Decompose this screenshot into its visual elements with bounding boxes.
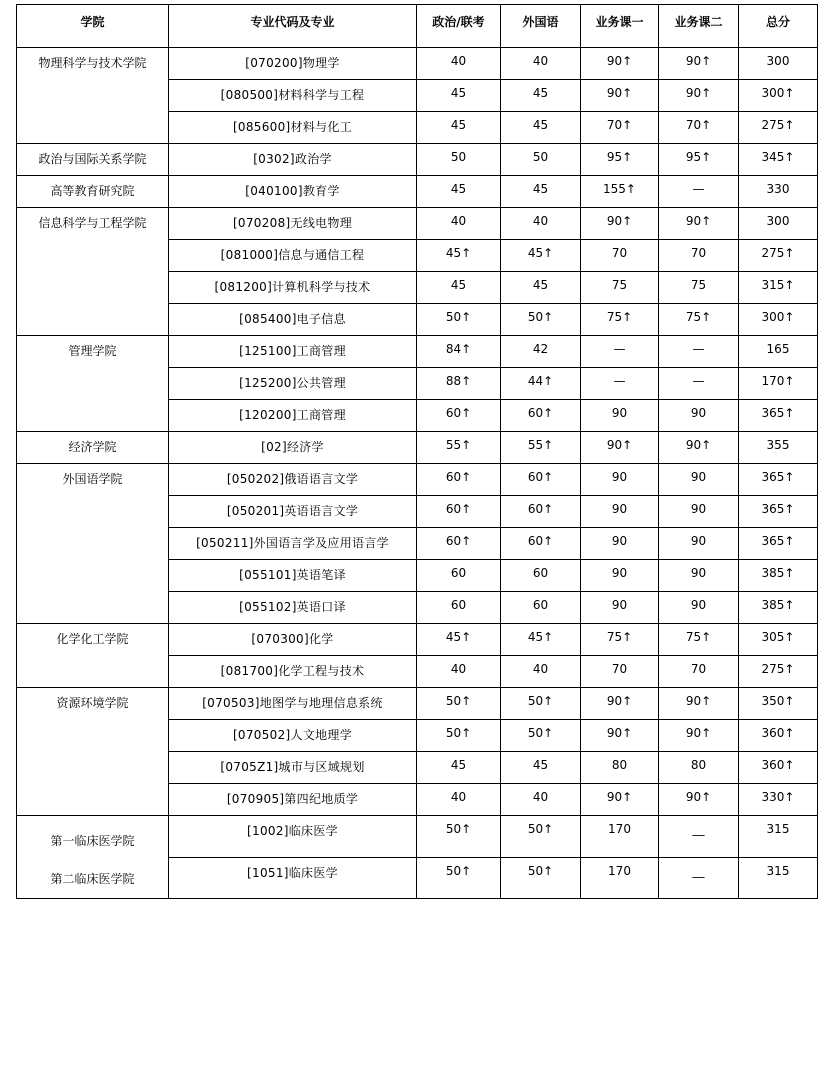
foreign-cell: 50↑ (501, 688, 581, 720)
course2-cell: 90↑ (659, 720, 739, 752)
foreign-cell: 50↑ (501, 816, 581, 858)
course1-cell: 155↑ (581, 176, 659, 208)
total-cell: 275↑ (739, 112, 818, 144)
major-cell: [1051]临床医学 (169, 857, 417, 899)
foreign-cell: 40 (501, 784, 581, 816)
major-cell: [085400]电子信息 (169, 304, 417, 336)
politics-cell: 45 (417, 272, 501, 304)
course1-cell: 90↑ (581, 688, 659, 720)
politics-cell: 84↑ (417, 336, 501, 368)
major-cell: [02]经济学 (169, 432, 417, 464)
politics-cell: 50↑ (417, 304, 501, 336)
total-cell: 365↑ (739, 496, 818, 528)
politics-cell: 40 (417, 656, 501, 688)
course1-cell: 70↑ (581, 112, 659, 144)
total-cell: 300↑ (739, 304, 818, 336)
politics-cell: 50↑ (417, 688, 501, 720)
foreign-cell: 40 (501, 48, 581, 80)
course2-cell: 90↑ (659, 688, 739, 720)
foreign-cell: 60↑ (501, 400, 581, 432)
course1-cell: 90 (581, 592, 659, 624)
table-row (17, 336, 818, 368)
foreign-cell: 45 (501, 752, 581, 784)
course1-cell: 75↑ (581, 624, 659, 656)
course2-cell: 90 (659, 560, 739, 592)
course1-cell: 170 (581, 816, 659, 858)
course2-cell: __ (659, 816, 739, 858)
school-label: 第二临床医学院 (50, 872, 135, 886)
major-cell: [125100]工商管理 (169, 336, 417, 368)
course2-cell: 90 (659, 400, 739, 432)
major-cell: [050202]俄语语言文学 (169, 464, 417, 496)
table-row (17, 176, 818, 208)
total-cell: 315 (739, 857, 818, 899)
total-cell: 350↑ (739, 688, 818, 720)
course1-cell: 90 (581, 400, 659, 432)
foreign-cell: 60↑ (501, 464, 581, 496)
header-total: 总分 (739, 5, 818, 48)
school-cell: 外国语学院 (17, 464, 169, 624)
course2-cell: — (659, 336, 739, 368)
header-foreign: 外国语 (501, 5, 581, 48)
politics-cell: 45 (417, 80, 501, 112)
politics-cell: 60↑ (417, 400, 501, 432)
course1-cell: 80 (581, 752, 659, 784)
foreign-cell: 45 (501, 272, 581, 304)
course1-cell: 90↑ (581, 80, 659, 112)
major-cell: [040100]教育学 (169, 176, 417, 208)
foreign-cell: 50↑ (501, 304, 581, 336)
header-course2: 业务课二 (659, 5, 739, 48)
school-cell: 信息科学与工程学院 (17, 208, 169, 336)
major-cell: [0705Z1]城市与区域规划 (169, 752, 417, 784)
politics-cell: 88↑ (417, 368, 501, 400)
course1-cell: 90 (581, 528, 659, 560)
course2-cell: 70 (659, 656, 739, 688)
course1-cell: 170 (581, 857, 659, 899)
table-body (17, 48, 818, 899)
course1-cell: 90↑ (581, 48, 659, 80)
foreign-cell: 55↑ (501, 432, 581, 464)
course1-cell: 90↑ (581, 784, 659, 816)
politics-cell: 50↑ (417, 857, 501, 899)
table-row (17, 144, 818, 176)
table-row (17, 464, 818, 496)
total-cell: 330 (739, 176, 818, 208)
school-cell: 资源环境学院 (17, 688, 169, 816)
major-cell: [070503]地图学与地理信息系统 (169, 688, 417, 720)
total-cell: 385↑ (739, 592, 818, 624)
total-cell: 365↑ (739, 400, 818, 432)
total-cell: 275↑ (739, 240, 818, 272)
total-cell: 330↑ (739, 784, 818, 816)
course2-cell: 70↑ (659, 112, 739, 144)
header-major: 专业代码及专业 (169, 5, 417, 48)
course2-cell: 90 (659, 592, 739, 624)
total-cell: 360↑ (739, 720, 818, 752)
course1-cell: — (581, 368, 659, 400)
politics-cell: 50↑ (417, 816, 501, 858)
school-cell: 管理学院 (17, 336, 169, 432)
course2-cell: 95↑ (659, 144, 739, 176)
course2-cell: — (659, 176, 739, 208)
politics-cell: 55↑ (417, 432, 501, 464)
politics-cell: 50↑ (417, 720, 501, 752)
major-cell: [081700]化学工程与技术 (169, 656, 417, 688)
course2-cell: 75 (659, 272, 739, 304)
total-cell: 365↑ (739, 464, 818, 496)
foreign-cell: 50↑ (501, 857, 581, 899)
major-cell: [0302]政治学 (169, 144, 417, 176)
school-cell: 高等教育研究院 (17, 176, 169, 208)
foreign-cell: 60↑ (501, 496, 581, 528)
total-cell: 275↑ (739, 656, 818, 688)
total-cell: 360↑ (739, 752, 818, 784)
foreign-cell: 60 (501, 560, 581, 592)
header-politics: 政治/联考 (417, 5, 501, 48)
major-cell: [070502]人文地理学 (169, 720, 417, 752)
course1-cell: 90 (581, 560, 659, 592)
header-school: 学院 (17, 5, 169, 48)
politics-cell: 45 (417, 752, 501, 784)
course1-cell: 90↑ (581, 432, 659, 464)
course1-cell: 70 (581, 240, 659, 272)
course2-cell: 90↑ (659, 80, 739, 112)
table-row (17, 688, 818, 720)
table-row (17, 208, 818, 240)
course1-cell: 90↑ (581, 208, 659, 240)
course2-cell: 90 (659, 496, 739, 528)
total-cell: 365↑ (739, 528, 818, 560)
course2-cell: 70 (659, 240, 739, 272)
major-cell: [081200]计算机科学与技术 (169, 272, 417, 304)
foreign-cell: 45 (501, 80, 581, 112)
total-cell: 345↑ (739, 144, 818, 176)
politics-cell: 40 (417, 784, 501, 816)
course2-cell: 90↑ (659, 784, 739, 816)
foreign-cell: 45 (501, 112, 581, 144)
header-row (17, 5, 818, 48)
politics-cell: 60↑ (417, 464, 501, 496)
politics-cell: 50 (417, 144, 501, 176)
course2-cell: 75↑ (659, 304, 739, 336)
total-cell: 300↑ (739, 80, 818, 112)
foreign-cell: 50 (501, 144, 581, 176)
foreign-cell: 45↑ (501, 240, 581, 272)
course2-cell: 90↑ (659, 432, 739, 464)
politics-cell: 40 (417, 208, 501, 240)
major-cell: [055102]英语口译 (169, 592, 417, 624)
table-row (17, 432, 818, 464)
major-cell: [070200]物理学 (169, 48, 417, 80)
course1-cell: 70 (581, 656, 659, 688)
course2-cell: 90↑ (659, 208, 739, 240)
major-cell: [070905]第四纪地质学 (169, 784, 417, 816)
course1-cell: 90 (581, 496, 659, 528)
foreign-cell: 60 (501, 592, 581, 624)
header-course1: 业务课一 (581, 5, 659, 48)
school-cell: 政治与国际关系学院 (17, 144, 169, 176)
total-cell: 385↑ (739, 560, 818, 592)
table-row (17, 624, 818, 656)
foreign-cell: 45↑ (501, 624, 581, 656)
major-cell: [1002]临床医学 (169, 816, 417, 858)
foreign-cell: 50↑ (501, 720, 581, 752)
major-cell: [055101]英语笔译 (169, 560, 417, 592)
major-cell: [085600]材料与化工 (169, 112, 417, 144)
major-cell: [080500]材料科学与工程 (169, 80, 417, 112)
course2-cell: 90↑ (659, 48, 739, 80)
total-cell: 355 (739, 432, 818, 464)
politics-cell: 45↑ (417, 240, 501, 272)
major-cell: [081000]信息与通信工程 (169, 240, 417, 272)
politics-cell: 60↑ (417, 528, 501, 560)
table-row (17, 816, 818, 858)
course1-cell: 75↑ (581, 304, 659, 336)
politics-cell: 45 (417, 112, 501, 144)
major-cell: [050211]外国语言学及应用语言学 (169, 528, 417, 560)
total-cell: 300 (739, 48, 818, 80)
course1-cell: 90↑ (581, 720, 659, 752)
course1-cell: — (581, 336, 659, 368)
course2-cell: 90 (659, 464, 739, 496)
foreign-cell: 45 (501, 176, 581, 208)
politics-cell: 60 (417, 560, 501, 592)
major-cell: [125200]公共管理 (169, 368, 417, 400)
course2-cell: 90 (659, 528, 739, 560)
total-cell: 305↑ (739, 624, 818, 656)
clinical-school-cell (17, 816, 169, 899)
foreign-cell: 40 (501, 656, 581, 688)
course2-cell: __ (659, 857, 739, 899)
foreign-cell: 40 (501, 208, 581, 240)
course2-cell: — (659, 368, 739, 400)
course1-cell: 90 (581, 464, 659, 496)
course1-cell: 75 (581, 272, 659, 304)
school-cell: 化学化工学院 (17, 624, 169, 688)
total-cell: 315 (739, 816, 818, 858)
major-cell: [050201]英语语言文学 (169, 496, 417, 528)
school-cell: 经济学院 (17, 432, 169, 464)
major-cell: [120200]工商管理 (169, 400, 417, 432)
course1-cell: 95↑ (581, 144, 659, 176)
foreign-cell: 60↑ (501, 528, 581, 560)
politics-cell: 45↑ (417, 624, 501, 656)
foreign-cell: 44↑ (501, 368, 581, 400)
total-cell: 300 (739, 208, 818, 240)
table-row (17, 48, 818, 80)
score-table (16, 4, 818, 899)
politics-cell: 45 (417, 176, 501, 208)
total-cell: 170↑ (739, 368, 818, 400)
total-cell: 315↑ (739, 272, 818, 304)
school-cell: 物理科学与技术学院 (17, 48, 169, 144)
school-label: 第一临床医学院 (50, 834, 135, 848)
politics-cell: 60 (417, 592, 501, 624)
foreign-cell: 42 (501, 336, 581, 368)
politics-cell: 60↑ (417, 496, 501, 528)
politics-cell: 40 (417, 48, 501, 80)
course2-cell: 80 (659, 752, 739, 784)
major-cell: [070300]化学 (169, 624, 417, 656)
course2-cell: 75↑ (659, 624, 739, 656)
major-cell: [070208]无线电物理 (169, 208, 417, 240)
total-cell: 165 (739, 336, 818, 368)
